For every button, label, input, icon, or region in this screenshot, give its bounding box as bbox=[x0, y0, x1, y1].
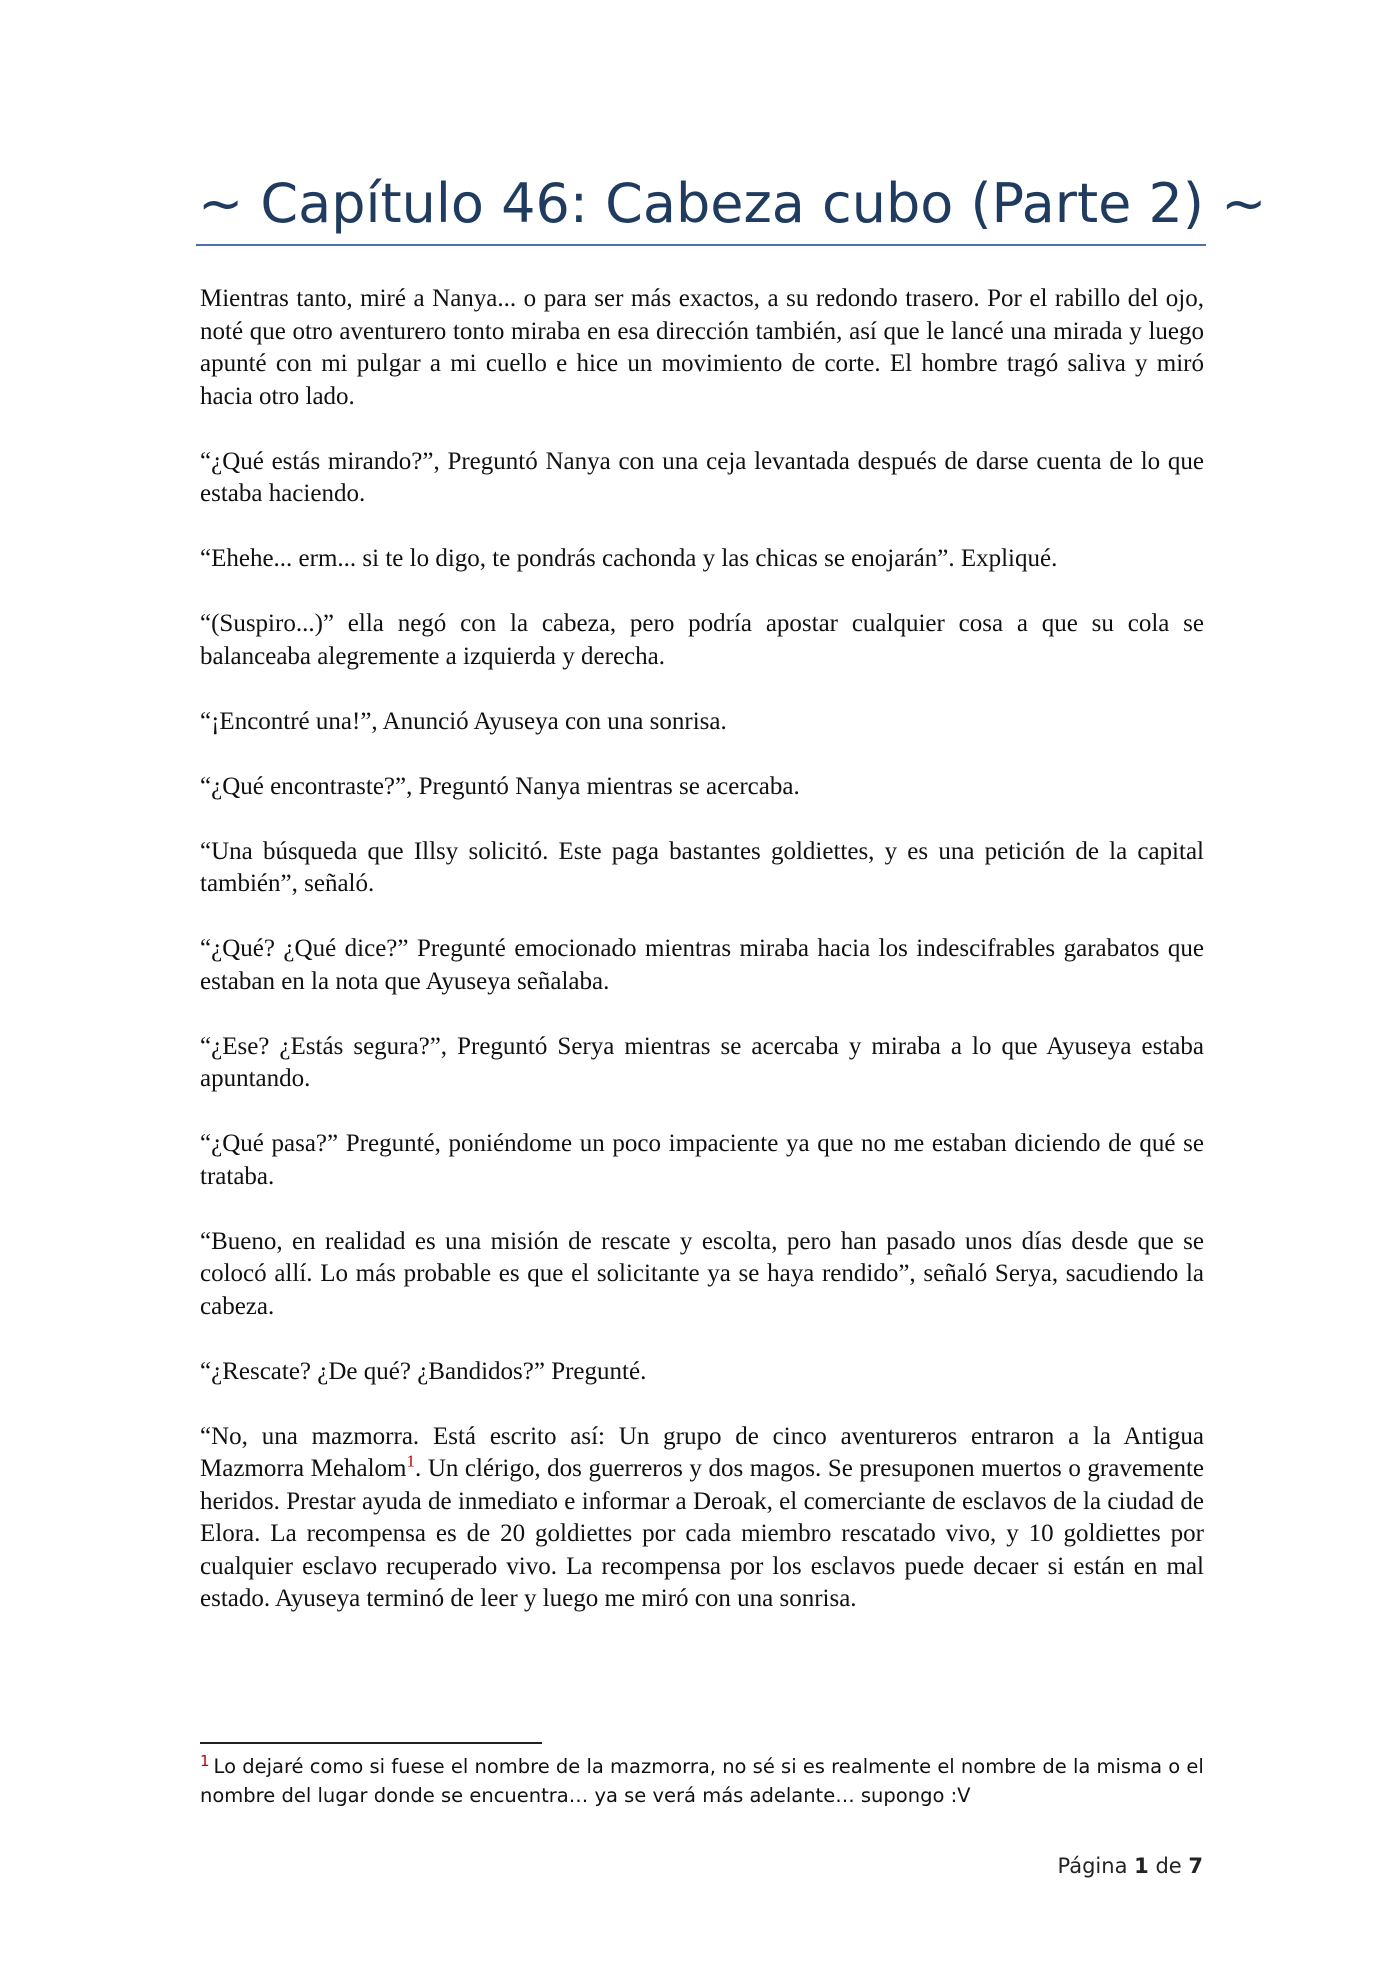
page-label: Página bbox=[1057, 1854, 1128, 1878]
paragraph: “¡Encontré una!”, Anunció Ayuseya con una sonrisa. bbox=[200, 707, 727, 735]
paragraph: “(Suspiro...)” ella negó con la cabeza, pero podría apostar cualquier cosa a que su cola se balanceaba alegremente a izquierda y derecha. bbox=[200, 610, 1204, 670]
footnote-mark: 1 bbox=[200, 1751, 210, 1770]
paragraph: “¿Qué pasa?” Pregunté, poniéndome un poco impaciente ya que no me estaban diciendo de qué se trataba. bbox=[200, 1130, 1204, 1190]
total-pages: 7 bbox=[1188, 1854, 1203, 1878]
paragraph-text: . Un clérigo, dos guerreros y dos magos. Se presuponen muertos o gravemente heridos. Prestar ayuda de inmediato e informar a Deroak, el comerciante de esclavos de la ciudad de Elora. La recompensa es de 20 goldiettes por cada miembro rescatado vivo, y 10 goldiettes por cualquier esclavo recuperado vivo. La recompensa por los esclavos puede decaer si están en mal estado. Ayuseya terminó de leer y luego me miró con una sonrisa. bbox=[200, 1455, 1204, 1612]
current-page: 1 bbox=[1134, 1854, 1149, 1878]
footnote-separator bbox=[200, 1742, 542, 1744]
paragraph-with-footnote bbox=[200, 1421, 1204, 1616]
paragraph-text: “No, una mazmorra. Está escrito así: Un grupo de cinco aventureros entraron a la Antigua Mazmorra Mehalom bbox=[200, 1422, 1204, 1482]
footnote-text: Lo dejaré como si fuese el nombre de la mazmorra, no sé si es realmente el nombre de la misma o el nombre del lugar donde se encuentra… ya se verá más adelante… supongo :V bbox=[200, 1755, 1204, 1807]
page-number bbox=[1058, 1854, 1204, 1878]
paragraph: “Una búsqueda que Illsy solicitó. Este paga bastantes goldiettes, y es una petición de la capital también”, señaló. bbox=[200, 837, 1204, 897]
paragraph: Mientras tanto, miré a Nanya... o para ser más exactos, a su redondo trasero. Por el rabillo del ojo, noté que otro aventurero tonto miraba en esa dirección también, así que le lancé una mirada y luego apunté con mi pulgar a mi cuello e hice un movimiento de corte. El hombre tragó saliva y miró hacia otro lado. bbox=[200, 285, 1204, 410]
chapter-title: ~ Capítulo 46: Cabeza cubo (Parte 2) ~ bbox=[198, 172, 1267, 235]
paragraph: “¿Ese? ¿Estás segura?”, Preguntó Serya mientras se acercaba y miraba a lo que Ayuseya estaba apuntando. bbox=[200, 1032, 1204, 1092]
paragraph: “¿Qué estás mirando?”, Preguntó Nanya con una ceja levantada después de darse cuenta de lo que estaba haciendo. bbox=[200, 447, 1204, 507]
paragraph: “¿Rescate? ¿De qué? ¿Bandidos?” Pregunté. bbox=[200, 1357, 647, 1385]
page-separator: de bbox=[1155, 1854, 1182, 1878]
paragraph: “Ehehe... erm... si te lo digo, te pondrás cachonda y las chicas se enojarán”. Expliqué. bbox=[200, 545, 1058, 572]
chapter-body bbox=[200, 283, 1204, 1648]
paragraph: “¿Qué encontraste?”, Preguntó Nanya mientras se acercaba. bbox=[200, 772, 800, 800]
footnote-reference[interactable]: 1 bbox=[406, 1451, 415, 1471]
title-underline bbox=[196, 244, 1206, 246]
paragraph: “Bueno, en realidad es una misión de rescate y escolta, pero han pasado unos días desde que se colocó allí. Lo más probable es que el solicitante ya se haya rendido”, señaló Serya, sacudiendo la cabeza. bbox=[200, 1227, 1204, 1320]
footnote bbox=[200, 1752, 1204, 1810]
paragraph: “¿Qué? ¿Qué dice?” Pregunté emocionado mientras miraba hacia los indescifrables garabatos que estaban en la nota que Ayuseya señalaba. bbox=[200, 935, 1204, 995]
